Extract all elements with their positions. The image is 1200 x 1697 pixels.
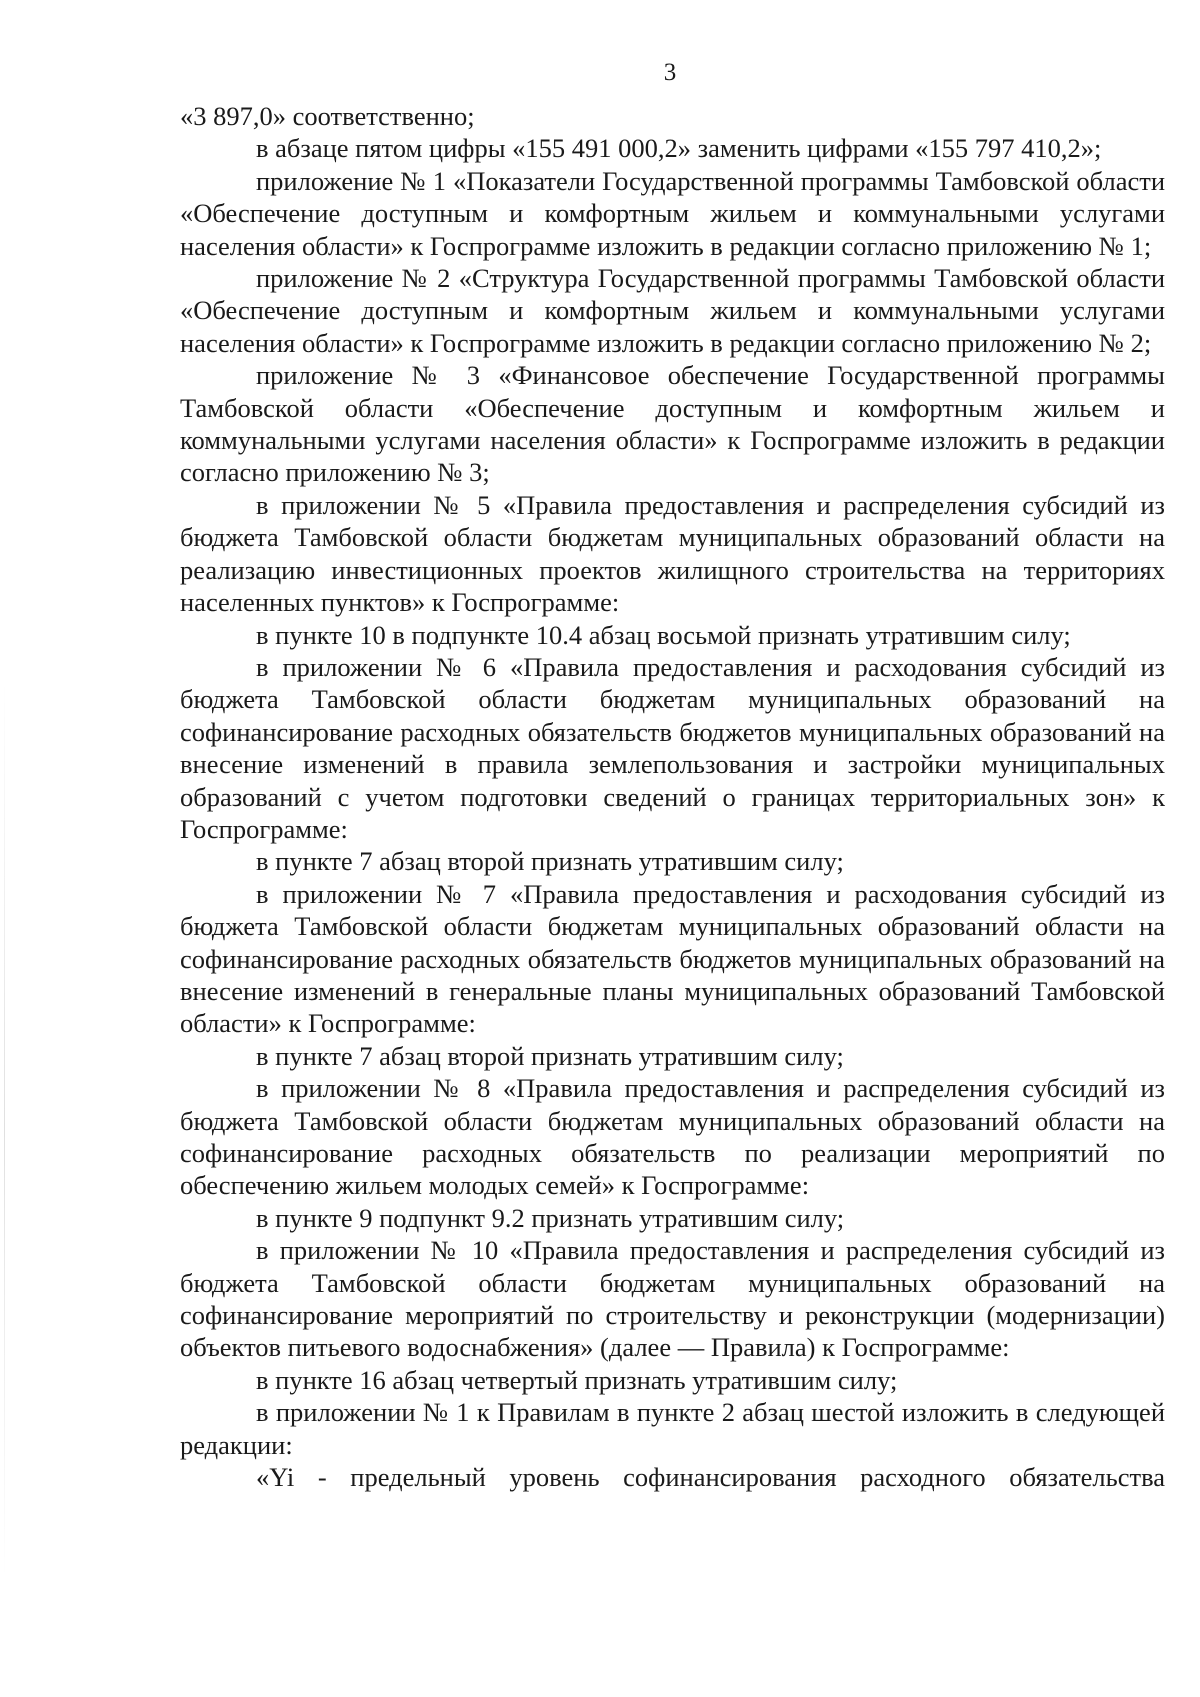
paragraph-14: в приложении № 10 «Правила предоставления и распределения субсидий из бюджета Тамбовской области бюджетам муниципальных образований на софинансирование мероприятий по строительству и реконструкции (модернизации) объектов питьевого водоснабжения» (далее — Правила) к Госпрограмме:: [180, 1235, 1165, 1363]
paragraph-2: в абзаце пятом цифры «155 491 000,2» заменить цифрами «155 797 410,2»;: [256, 133, 1102, 164]
paragraph-4: приложение № 2 «Структура Государственной программы Тамбовской области «Обеспечение доступным и комфортным жильем и коммунальными услугами населения области» к Госпрограмме изложить в редакции согласно приложению № 2;: [180, 263, 1165, 358]
paragraph-12: в приложении № 8 «Правила предоставления и распределения субсидий из бюджета Тамбовской области бюджетам муниципальных образований области на софинансирование расходных обязательств по реализации мероприятий по обеспечению жильем молодых семей» к Госпрограмме:: [180, 1073, 1165, 1201]
paragraph-11: в пункте 7 абзац второй признать утратившим силу;: [256, 1040, 844, 1071]
document-body: [180, 100, 1165, 1493]
paragraph-5: приложение № 3 «Финансовое обеспечение Государственной программы Тамбовской области «Обеспечение доступным и комфортным жильем и коммунальными услугами населения области» к Госпрограмме изложить в редакции согласно приложению № 3;: [180, 360, 1165, 488]
paragraph-9: в пункте 7 абзац второй признать утратившим силу;: [256, 846, 844, 877]
paragraph-7: в пункте 10 в подпункте 10.4 абзац восьмой признать утратившим силу;: [256, 619, 1071, 650]
paragraph-3: приложение № 1 «Показатели Государственной программы Тамбовской области «Обеспечение доступным и комфортным жильем и коммунальными услугами населения области» к Госпрограмме изложить в редакции согласно приложению № 1;: [180, 165, 1165, 261]
paragraph-6: в приложении № 5 «Правила предоставления и распределения субсидий из бюджета Тамбовской области бюджетам муниципальных образований области на реализацию инвестиционных проектов жилищного строительства на территориях населенных пунктов» к Госпрограмме:: [180, 489, 1165, 618]
page-number: 3: [663, 59, 677, 86]
paragraph-13: в пункте 9 подпункт 9.2 признать утратившим силу;: [256, 1202, 845, 1233]
paragraph-8: в приложении № 6 «Правила предоставления и расходования субсидий из бюджета Тамбовской области бюджетам муниципальных образований на софинансирование расходных обязательств бюджетов муниципальных образований на внесение изменений в правила землепользования и застройки муниципальных образований с учетом подготовки сведений о границах территориальных зон» к Госпрограмме:: [180, 651, 1165, 844]
paragraph-1: «3 897,0» соответственно;: [180, 101, 475, 131]
paragraph-10: в приложении № 7 «Правила предоставления и расходования субсидий из бюджета Тамбовской области бюджетам муниципальных образований области на софинансирование расходных обязательств бюджетов муниципальных образований на внесение изменений в генеральные планы муниципальных образований Тамбовской области» к Госпрограмме:: [180, 878, 1165, 1039]
scan-edge-shadow: [4, 680, 5, 1580]
paragraph-16: в приложении № 1 к Правилам в пункте 2 абзац шестой изложить в следующей редакции:: [180, 1397, 1165, 1460]
paragraph-15: в пункте 16 абзац четвертый признать утратившим силу;: [256, 1364, 898, 1395]
paragraph-17: «Yi - предельный уровень софинансирования расходного обязательства: [256, 1462, 1165, 1493]
